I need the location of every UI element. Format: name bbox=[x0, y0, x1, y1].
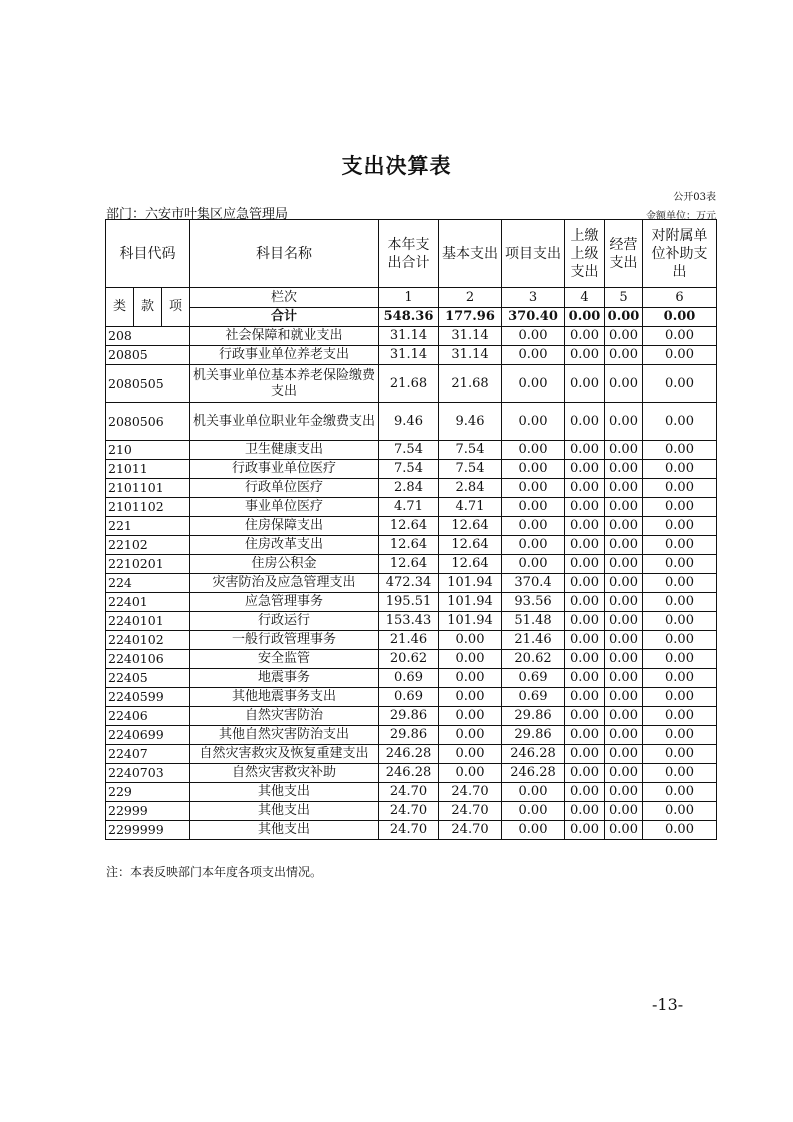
row-value-2: 0.00 bbox=[439, 726, 502, 745]
row-name: 机关事业单位基本养老保险缴费支出 bbox=[190, 365, 379, 403]
row-value-4: 0.00 bbox=[565, 460, 605, 479]
row-name: 住房改革支出 bbox=[190, 536, 379, 555]
header-lei: 类 bbox=[106, 288, 134, 327]
row-value-6: 0.00 bbox=[643, 555, 717, 574]
row-value-2: 24.70 bbox=[439, 821, 502, 840]
table-row bbox=[106, 479, 717, 498]
row-code: 2240106 bbox=[106, 650, 190, 669]
row-value-2: 101.94 bbox=[439, 612, 502, 631]
row-code: 22401 bbox=[106, 593, 190, 612]
col-number-6: 6 bbox=[643, 288, 717, 308]
row-value-2: 24.70 bbox=[439, 802, 502, 821]
row-value-5: 0.00 bbox=[605, 631, 643, 650]
row-value-6: 0.00 bbox=[643, 745, 717, 764]
row-value-1: 246.28 bbox=[379, 745, 439, 764]
row-name: 地震事务 bbox=[190, 669, 379, 688]
row-value-5: 0.00 bbox=[605, 441, 643, 460]
row-value-1: 0.69 bbox=[379, 669, 439, 688]
row-value-2: 4.71 bbox=[439, 498, 502, 517]
col-number-1: 1 bbox=[379, 288, 439, 308]
row-value-3: 93.56 bbox=[502, 593, 565, 612]
row-value-3: 0.00 bbox=[502, 802, 565, 821]
row-value-4: 0.00 bbox=[565, 479, 605, 498]
row-value-1: 24.70 bbox=[379, 802, 439, 821]
row-value-5: 0.00 bbox=[605, 574, 643, 593]
row-code: 2240599 bbox=[106, 688, 190, 707]
row-code: 2101102 bbox=[106, 498, 190, 517]
row-value-4: 0.00 bbox=[565, 612, 605, 631]
row-value-3: 0.00 bbox=[502, 403, 565, 441]
row-code: 2080506 bbox=[106, 403, 190, 441]
row-value-2: 101.94 bbox=[439, 574, 502, 593]
table-row bbox=[106, 631, 717, 650]
table-row bbox=[106, 745, 717, 764]
row-value-1: 4.71 bbox=[379, 498, 439, 517]
row-value-1: 2.84 bbox=[379, 479, 439, 498]
row-value-3: 0.00 bbox=[502, 555, 565, 574]
row-value-4: 0.00 bbox=[565, 536, 605, 555]
row-code: 22999 bbox=[106, 802, 190, 821]
row-value-3: 20.62 bbox=[502, 650, 565, 669]
header-lanci: 栏次 bbox=[190, 288, 379, 308]
row-value-5: 0.00 bbox=[605, 745, 643, 764]
row-value-3: 370.4 bbox=[502, 574, 565, 593]
row-value-5: 0.00 bbox=[605, 403, 643, 441]
table-row bbox=[106, 783, 717, 802]
total-value-4: 0.00 bbox=[565, 308, 605, 327]
row-value-3: 246.28 bbox=[502, 764, 565, 783]
row-value-2: 7.54 bbox=[439, 441, 502, 460]
row-value-5: 0.00 bbox=[605, 821, 643, 840]
row-name: 行政单位医疗 bbox=[190, 479, 379, 498]
row-value-4: 0.00 bbox=[565, 802, 605, 821]
row-value-6: 0.00 bbox=[643, 783, 717, 802]
table-row bbox=[106, 460, 717, 479]
row-code: 22102 bbox=[106, 536, 190, 555]
row-value-2: 12.64 bbox=[439, 555, 502, 574]
row-value-3: 0.00 bbox=[502, 365, 565, 403]
row-name: 行政事业单位养老支出 bbox=[190, 346, 379, 365]
row-name: 其他自然灾害防治支出 bbox=[190, 726, 379, 745]
table-row bbox=[106, 612, 717, 631]
row-value-1: 31.14 bbox=[379, 327, 439, 346]
row-value-4: 0.00 bbox=[565, 726, 605, 745]
page-number: -13- bbox=[652, 995, 684, 1014]
row-code: 229 bbox=[106, 783, 190, 802]
table-row bbox=[106, 821, 717, 840]
total-value-6: 0.00 bbox=[643, 308, 717, 327]
row-value-5: 0.00 bbox=[605, 346, 643, 365]
table-row bbox=[106, 441, 717, 460]
table-row bbox=[106, 517, 717, 536]
row-value-4: 0.00 bbox=[565, 403, 605, 441]
col-number-4: 4 bbox=[565, 288, 605, 308]
row-value-1: 9.46 bbox=[379, 403, 439, 441]
row-value-5: 0.00 bbox=[605, 479, 643, 498]
row-name: 自然灾害救灾补助 bbox=[190, 764, 379, 783]
row-value-2: 101.94 bbox=[439, 593, 502, 612]
row-value-1: 12.64 bbox=[379, 536, 439, 555]
row-value-1: 21.46 bbox=[379, 631, 439, 650]
row-value-5: 0.00 bbox=[605, 536, 643, 555]
table-row bbox=[106, 726, 717, 745]
row-value-2: 2.84 bbox=[439, 479, 502, 498]
row-name: 社会保障和就业支出 bbox=[190, 327, 379, 346]
row-value-1: 472.34 bbox=[379, 574, 439, 593]
row-value-4: 0.00 bbox=[565, 688, 605, 707]
table-row bbox=[106, 707, 717, 726]
row-value-6: 0.00 bbox=[643, 821, 717, 840]
table-row bbox=[106, 802, 717, 821]
row-value-3: 0.00 bbox=[502, 460, 565, 479]
row-value-1: 29.86 bbox=[379, 726, 439, 745]
row-value-4: 0.00 bbox=[565, 707, 605, 726]
row-value-1: 7.54 bbox=[379, 460, 439, 479]
row-value-3: 0.00 bbox=[502, 346, 565, 365]
row-code: 2101101 bbox=[106, 479, 190, 498]
row-name: 卫生健康支出 bbox=[190, 441, 379, 460]
total-row bbox=[106, 308, 717, 327]
header-col4: 上缴上级支出 bbox=[565, 220, 605, 288]
row-name: 自然灾害防治 bbox=[190, 707, 379, 726]
row-value-3: 29.86 bbox=[502, 726, 565, 745]
table-row bbox=[106, 327, 717, 346]
row-value-3: 0.00 bbox=[502, 821, 565, 840]
row-value-5: 0.00 bbox=[605, 764, 643, 783]
row-name: 自然灾害救灾及恢复重建支出 bbox=[190, 745, 379, 764]
table-row bbox=[106, 498, 717, 517]
row-value-2: 7.54 bbox=[439, 460, 502, 479]
table-row bbox=[106, 764, 717, 783]
row-value-4: 0.00 bbox=[565, 555, 605, 574]
row-value-6: 0.00 bbox=[643, 688, 717, 707]
row-value-5: 0.00 bbox=[605, 802, 643, 821]
row-value-4: 0.00 bbox=[565, 821, 605, 840]
total-value-5: 0.00 bbox=[605, 308, 643, 327]
row-value-1: 12.64 bbox=[379, 517, 439, 536]
total-value-3: 370.40 bbox=[502, 308, 565, 327]
row-value-2: 0.00 bbox=[439, 707, 502, 726]
row-value-4: 0.00 bbox=[565, 631, 605, 650]
row-value-5: 0.00 bbox=[605, 707, 643, 726]
row-value-4: 0.00 bbox=[565, 669, 605, 688]
row-value-2: 31.14 bbox=[439, 346, 502, 365]
table-row bbox=[106, 346, 717, 365]
row-value-6: 0.00 bbox=[643, 498, 717, 517]
row-value-3: 0.00 bbox=[502, 517, 565, 536]
row-value-6: 0.00 bbox=[643, 479, 717, 498]
row-value-2: 9.46 bbox=[439, 403, 502, 441]
row-value-1: 24.70 bbox=[379, 821, 439, 840]
row-code: 21011 bbox=[106, 460, 190, 479]
expenditure-table bbox=[105, 219, 717, 840]
row-value-1: 12.64 bbox=[379, 555, 439, 574]
row-value-6: 0.00 bbox=[643, 574, 717, 593]
row-value-6: 0.00 bbox=[643, 365, 717, 403]
col-number-5: 5 bbox=[605, 288, 643, 308]
row-code: 221 bbox=[106, 517, 190, 536]
row-value-1: 153.43 bbox=[379, 612, 439, 631]
row-value-3: 0.00 bbox=[502, 536, 565, 555]
row-value-6: 0.00 bbox=[643, 631, 717, 650]
table-row bbox=[106, 688, 717, 707]
row-value-2: 12.64 bbox=[439, 517, 502, 536]
table-row bbox=[106, 593, 717, 612]
table-row bbox=[106, 365, 717, 403]
row-value-3: 0.00 bbox=[502, 479, 565, 498]
row-value-6: 0.00 bbox=[643, 593, 717, 612]
row-value-3: 0.69 bbox=[502, 688, 565, 707]
row-value-2: 0.00 bbox=[439, 764, 502, 783]
row-value-3: 21.46 bbox=[502, 631, 565, 650]
row-name: 灾害防治及应急管理支出 bbox=[190, 574, 379, 593]
row-value-2: 21.68 bbox=[439, 365, 502, 403]
row-value-3: 0.00 bbox=[502, 498, 565, 517]
row-code: 2240699 bbox=[106, 726, 190, 745]
row-value-3: 0.00 bbox=[502, 783, 565, 802]
row-value-4: 0.00 bbox=[565, 783, 605, 802]
row-code: 208 bbox=[106, 327, 190, 346]
row-value-6: 0.00 bbox=[643, 517, 717, 536]
row-value-6: 0.00 bbox=[643, 726, 717, 745]
row-value-5: 0.00 bbox=[605, 726, 643, 745]
row-name: 其他支出 bbox=[190, 821, 379, 840]
header-name: 科目名称 bbox=[190, 220, 379, 288]
row-value-6: 0.00 bbox=[643, 327, 717, 346]
row-value-2: 0.00 bbox=[439, 650, 502, 669]
row-value-5: 0.00 bbox=[605, 650, 643, 669]
row-value-1: 21.68 bbox=[379, 365, 439, 403]
total-value-2: 177.96 bbox=[439, 308, 502, 327]
row-value-6: 0.00 bbox=[643, 764, 717, 783]
row-value-1: 20.62 bbox=[379, 650, 439, 669]
row-value-4: 0.00 bbox=[565, 764, 605, 783]
header-kuan: 款 bbox=[134, 288, 162, 327]
row-value-6: 0.00 bbox=[643, 650, 717, 669]
row-value-3: 51.48 bbox=[502, 612, 565, 631]
row-code: 22405 bbox=[106, 669, 190, 688]
table-row bbox=[106, 536, 717, 555]
col-number-3: 3 bbox=[502, 288, 565, 308]
row-value-1: 31.14 bbox=[379, 346, 439, 365]
row-code: 2240101 bbox=[106, 612, 190, 631]
row-value-2: 0.00 bbox=[439, 745, 502, 764]
row-value-5: 0.00 bbox=[605, 593, 643, 612]
row-value-2: 24.70 bbox=[439, 783, 502, 802]
row-name: 其他支出 bbox=[190, 802, 379, 821]
row-value-1: 7.54 bbox=[379, 441, 439, 460]
row-name: 行政运行 bbox=[190, 612, 379, 631]
row-value-6: 0.00 bbox=[643, 346, 717, 365]
row-name: 住房保障支出 bbox=[190, 517, 379, 536]
row-value-4: 0.00 bbox=[565, 650, 605, 669]
row-value-3: 29.86 bbox=[502, 707, 565, 726]
header-col1: 本年支出合计 bbox=[379, 220, 439, 288]
row-name: 安全监管 bbox=[190, 650, 379, 669]
row-value-2: 0.00 bbox=[439, 631, 502, 650]
col-number-2: 2 bbox=[439, 288, 502, 308]
row-code: 2080505 bbox=[106, 365, 190, 403]
header-code: 科目代码 bbox=[106, 220, 190, 288]
row-value-1: 29.86 bbox=[379, 707, 439, 726]
department-label: 部门：六安市叶集区应急管理局 bbox=[106, 207, 289, 222]
total-label: 合计 bbox=[190, 308, 379, 327]
row-value-3: 246.28 bbox=[502, 745, 565, 764]
row-value-5: 0.00 bbox=[605, 783, 643, 802]
row-name: 应急管理事务 bbox=[190, 593, 379, 612]
row-value-5: 0.00 bbox=[605, 460, 643, 479]
row-value-5: 0.00 bbox=[605, 327, 643, 346]
header-col5: 经营支出 bbox=[605, 220, 643, 288]
row-value-5: 0.00 bbox=[605, 688, 643, 707]
row-value-3: 0.00 bbox=[502, 327, 565, 346]
row-code: 210 bbox=[106, 441, 190, 460]
row-value-1: 195.51 bbox=[379, 593, 439, 612]
row-code: 22407 bbox=[106, 745, 190, 764]
row-value-2: 12.64 bbox=[439, 536, 502, 555]
table-row bbox=[106, 650, 717, 669]
form-code: 公开03表 bbox=[673, 192, 716, 203]
row-name: 事业单位医疗 bbox=[190, 498, 379, 517]
row-value-1: 0.69 bbox=[379, 688, 439, 707]
row-name: 机关事业单位职业年金缴费支出 bbox=[190, 403, 379, 441]
row-value-5: 0.00 bbox=[605, 517, 643, 536]
row-value-6: 0.00 bbox=[643, 707, 717, 726]
table-row bbox=[106, 574, 717, 593]
page-title: 支出决算表 bbox=[341, 154, 452, 178]
row-value-5: 0.00 bbox=[605, 555, 643, 574]
row-value-2: 31.14 bbox=[439, 327, 502, 346]
row-value-4: 0.00 bbox=[565, 327, 605, 346]
row-value-4: 0.00 bbox=[565, 574, 605, 593]
row-name: 行政事业单位医疗 bbox=[190, 460, 379, 479]
row-code: 20805 bbox=[106, 346, 190, 365]
row-value-4: 0.00 bbox=[565, 593, 605, 612]
row-code: 22406 bbox=[106, 707, 190, 726]
row-value-4: 0.00 bbox=[565, 517, 605, 536]
row-value-6: 0.00 bbox=[643, 612, 717, 631]
row-value-5: 0.00 bbox=[605, 612, 643, 631]
row-value-4: 0.00 bbox=[565, 498, 605, 517]
row-value-6: 0.00 bbox=[643, 536, 717, 555]
table-note: 注：本表反映部门本年度各项支出情况。 bbox=[106, 865, 323, 879]
row-code: 2210201 bbox=[106, 555, 190, 574]
row-value-6: 0.00 bbox=[643, 403, 717, 441]
header-col2: 基本支出 bbox=[439, 220, 502, 288]
row-value-5: 0.00 bbox=[605, 498, 643, 517]
row-code: 2240102 bbox=[106, 631, 190, 650]
row-name: 住房公积金 bbox=[190, 555, 379, 574]
row-value-4: 0.00 bbox=[565, 346, 605, 365]
row-value-2: 0.00 bbox=[439, 688, 502, 707]
row-code: 2240703 bbox=[106, 764, 190, 783]
row-value-4: 0.00 bbox=[565, 365, 605, 403]
header-xiang: 项 bbox=[162, 288, 190, 327]
unit-label: 金额单位：万元 bbox=[646, 211, 716, 222]
row-value-1: 24.70 bbox=[379, 783, 439, 802]
row-value-4: 0.00 bbox=[565, 745, 605, 764]
header-col3: 项目支出 bbox=[502, 220, 565, 288]
row-value-6: 0.00 bbox=[643, 669, 717, 688]
table-row bbox=[106, 555, 717, 574]
row-value-5: 0.00 bbox=[605, 669, 643, 688]
row-value-6: 0.00 bbox=[643, 460, 717, 479]
row-value-6: 0.00 bbox=[643, 802, 717, 821]
row-value-3: 0.00 bbox=[502, 441, 565, 460]
total-value-1: 548.36 bbox=[379, 308, 439, 327]
row-value-1: 246.28 bbox=[379, 764, 439, 783]
table-row bbox=[106, 669, 717, 688]
row-code: 224 bbox=[106, 574, 190, 593]
row-value-2: 0.00 bbox=[439, 669, 502, 688]
row-value-4: 0.00 bbox=[565, 441, 605, 460]
row-value-5: 0.00 bbox=[605, 365, 643, 403]
row-name: 其他地震事务支出 bbox=[190, 688, 379, 707]
row-name: 其他支出 bbox=[190, 783, 379, 802]
row-value-3: 0.69 bbox=[502, 669, 565, 688]
table-row bbox=[106, 403, 717, 441]
row-value-6: 0.00 bbox=[643, 441, 717, 460]
header-col6: 对附属单位补助支出 bbox=[643, 220, 717, 288]
row-name: 一般行政管理事务 bbox=[190, 631, 379, 650]
row-code: 2299999 bbox=[106, 821, 190, 840]
